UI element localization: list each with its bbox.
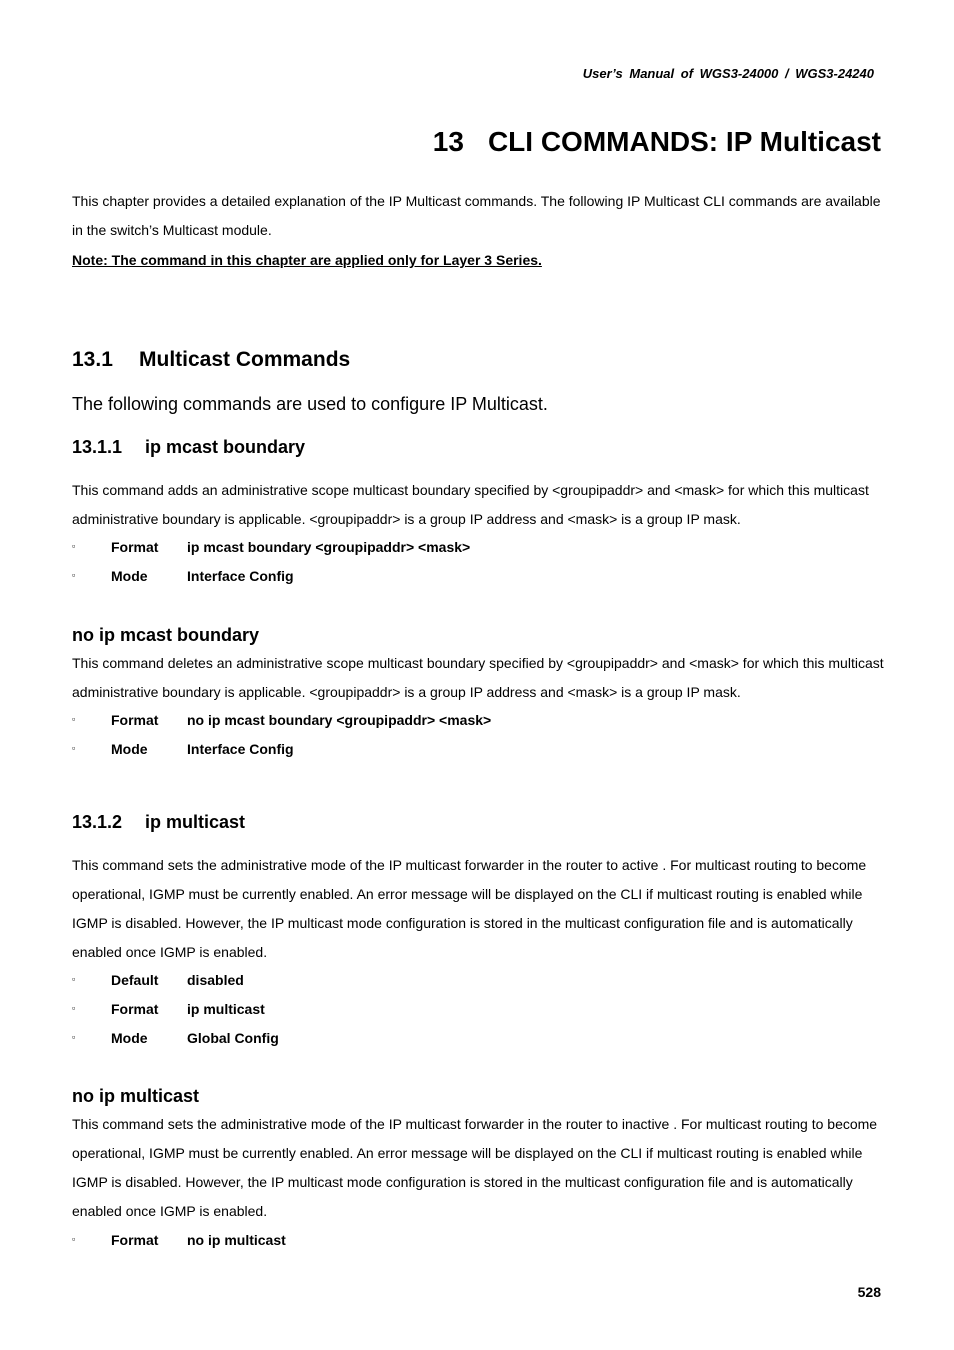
format-value: ip mcast boundary <groupipaddr> <mask>	[187, 539, 471, 555]
no-form-heading: no ip mcast boundary	[72, 625, 260, 645]
bullet-marker: ▫	[72, 714, 76, 724]
default-value: disabled	[187, 972, 244, 988]
no-form-heading: no ip multicast	[72, 1086, 200, 1106]
mode-value: Interface Config	[187, 741, 294, 757]
subsection-heading-13-1-1	[72, 437, 305, 458]
bullet-marker: ▫	[72, 743, 76, 753]
section-lead: The following commands are used to configure IP Multicast.	[72, 394, 548, 414]
subsection-title: ip mcast boundary	[145, 437, 306, 457]
format-label: Format	[111, 1232, 159, 1248]
section-heading-13-1	[72, 348, 350, 372]
bullet-marker: ▫	[72, 974, 76, 984]
format-label: Format	[111, 1001, 159, 1017]
format-label: Format	[111, 712, 159, 728]
section-title: Multicast Commands	[139, 348, 351, 371]
bullet-marker: ▫	[72, 1003, 76, 1013]
format-value: no ip multicast	[187, 1232, 286, 1248]
no-form-description: This command deletes an administrative scope multicast boundary specified by <groupipaddr> and <mask> for which this multicast administrative boundary is applicable. <groupipaddr> is a group IP address and <mask> is a group IP mask.	[72, 655, 884, 700]
mode-value: Global Config	[187, 1030, 279, 1046]
bullet-marker: ▫	[72, 1234, 76, 1244]
intro-paragraph: This chapter provides a detailed explanation of the IP Multicast commands. The following IP Multicast CLI commands are available in the switch’s Multicast module.	[72, 193, 881, 238]
format-value: ip multicast	[187, 1001, 265, 1017]
bullet-marker: ▫	[72, 1032, 76, 1042]
mode-value: Interface Config	[187, 568, 294, 584]
command-description: This command sets the administrative mode of the IP multicast forwarder in the router to active . For multicast routing to become operational, IGMP must be currently enabled. An error message will be displayed on the CLI if multicast routing is enabled while IGMP is disabled. However, the IP multicast mode configuration is stored in the multicast configuration file and is automatically enabled once IGMP is enabled.	[72, 857, 867, 960]
bullet-marker: ▫	[72, 541, 76, 551]
section-number: 13.1	[72, 348, 113, 371]
chapter-title-text: CLI COMMANDS: IP Multicast	[487, 126, 881, 157]
subsection-number: 13.1.2	[72, 812, 123, 832]
format-label: Format	[111, 539, 159, 555]
format-value: no ip mcast boundary <groupipaddr> <mask>	[187, 712, 492, 728]
chapter-title	[433, 126, 881, 158]
bullet-marker: ▫	[72, 570, 76, 580]
page-number: 528	[857, 1284, 881, 1300]
mode-label: Mode	[111, 568, 148, 584]
default-label: Default	[111, 972, 159, 988]
subsection-number: 13.1.1	[72, 437, 123, 457]
subsection-title: ip multicast	[145, 812, 246, 832]
no-form-description: This command sets the administrative mode of the IP multicast forwarder in the router to inactive . For multicast routing to become operational, IGMP must be currently enabled. An error message will be displayed on the CLI if multicast routing is enabled while IGMP is disabled. However, the IP multicast mode configuration is stored in the multicast configuration file and is automatically enabled once IGMP is enabled.	[72, 1116, 878, 1219]
mode-label: Mode	[111, 1030, 148, 1046]
subsection-heading-13-1-2	[72, 812, 245, 833]
command-description: This command adds an administrative scope multicast boundary specified by <groupipaddr> and <mask> for which this multicast administrative boundary is applicable. <groupipaddr> is a group IP address and <mask> is a group IP mask.	[72, 482, 869, 527]
layer3-note: Note: The command in this chapter are applied only for Layer 3 Series.	[72, 252, 542, 268]
mode-label: Mode	[111, 741, 148, 757]
running-header: User’s Manual of WGS3-24000 / WGS3-24240	[582, 66, 874, 81]
chapter-number: 13	[432, 126, 464, 157]
